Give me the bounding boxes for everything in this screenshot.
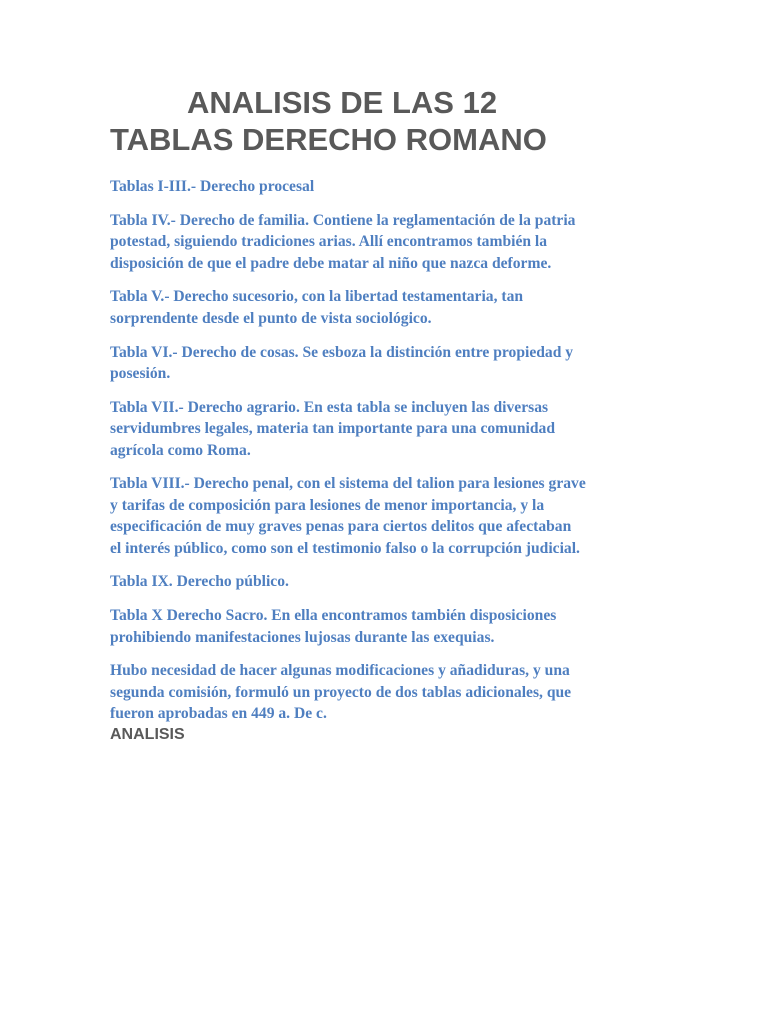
document-title (110, 84, 662, 158)
paragraph-tabla-iv: Tabla IV.- Derecho de familia. Contiene la reglamentación de la patria potestad, siguiendo tradiciones arias. Allí encontramos también la disposición de que el padre debe matar al niño que nazca deforme. (110, 211, 576, 272)
paragraph-tabla-vii: Tabla VII.- Derecho agrario. En esta tabla se incluyen las diversas servidumbres legales, materia tan importante para una comunidad agrícola como Roma. (110, 398, 555, 459)
title-line-1: ANALISIS DE LAS 12 (187, 85, 498, 120)
paragraph-tablas-i-iii: Tablas I-III.- Derecho procesal (110, 178, 315, 195)
paragraph-tabla-ix: Tabla IX. Derecho público. (110, 573, 289, 591)
analisis-subheading: ANALISIS (110, 725, 185, 743)
document-page (110, 84, 662, 745)
paragraph-modificaciones: Hubo necesidad de hacer algunas modificaciones y añadiduras, y una segunda comisión, formuló un proyecto de dos tablas adicionales, que fueron aprobadas en 449 a. De c. (110, 662, 572, 723)
paragraph-tabla-viii: Tabla VIII.- Derecho penal, con el sistema del talion para lesiones grave y tarifas de composición para lesiones de menor importancia, y la especificación de muy graves penas para ciertos delitos que afectaban el interés público, como son el testimonio falso o la corrupción judicial. (110, 475, 586, 557)
paragraph-tabla-vi: Tabla VI.- Derecho de cosas. Se esboza la distinción entre propiedad y posesión. (110, 343, 574, 383)
paragraph-tabla-x: Tabla X Derecho Sacro. En ella encontramos también disposiciones prohibiendo manifestaciones lujosas durante las exequias. (110, 607, 557, 646)
title-line-2: TABLAS DERECHO ROMANO (110, 122, 547, 157)
paragraph-tabla-v: Tabla V.- Derecho sucesorio, con la libertad testamentaria, tan sorprendente desde el punto de vista sociológico. (110, 288, 524, 327)
